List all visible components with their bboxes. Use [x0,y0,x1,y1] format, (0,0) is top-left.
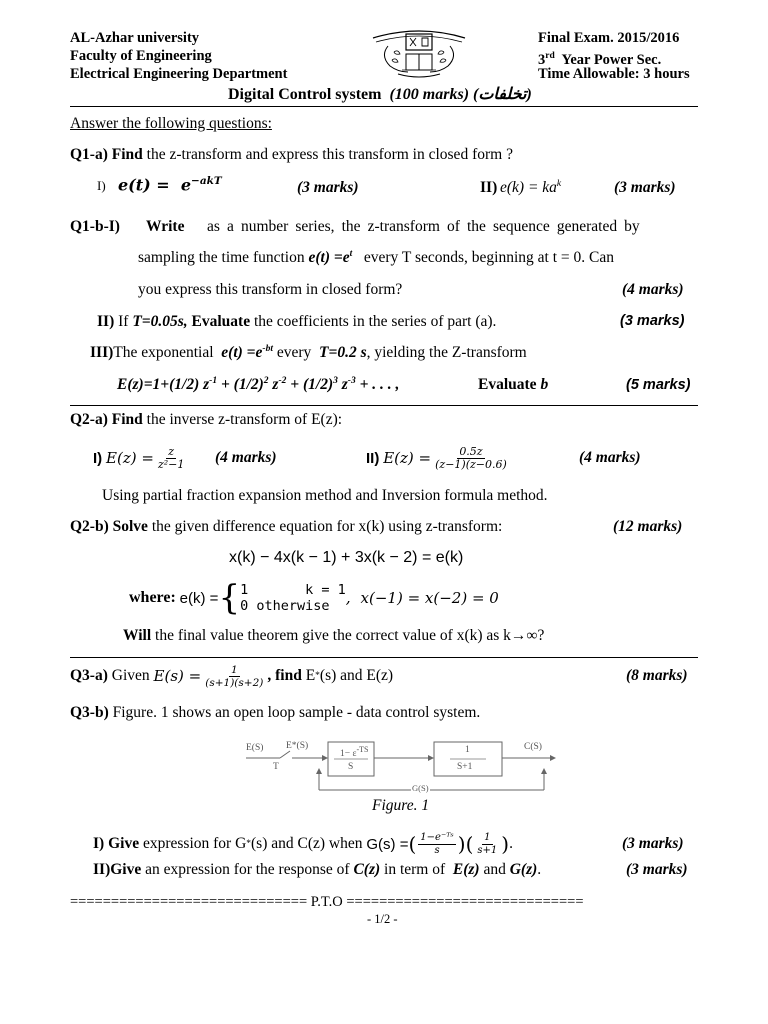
header-divider [70,106,698,107]
q3b-question: Q3-b) Figure. 1 shows an open loop sample - data control system. [70,704,481,721]
university-logo [368,20,470,82]
q2b-difference-equation: x(k) − 4x(k − 1) + 3x(k − 2) = e(k) [229,549,464,566]
q3b-i-marks: (3 marks) [622,835,684,852]
exam-title: Final Exam. 2015/2016 [538,30,680,46]
q1b-ii: II) If T=0.05s, Evaluate the coefficients in the series of part (a). [97,313,497,330]
q1a-ii-expression: $e(k) = ka^k$ [500,179,562,197]
q1b-label: Q1-b-I) [70,218,120,235]
q1a-i-label: I) [97,178,106,193]
instructions: Answer the following questions: [70,115,272,132]
q3b-ii-marks: (3 marks) [626,861,688,878]
q1b-line2: sampling the time function $e(t) =e^t$ every T seconds, beginning at t = 0. Can [138,249,614,267]
diagram-label-estar: E*(S) [286,741,309,751]
q2a-ii-expression: II) E(z) = $\frac{0.5z}{(z-1)(z-0.6)}$ [366,444,507,471]
q1a-i-marks: (3 marks) [297,179,359,196]
diagram-label-sampling-period: T [273,762,279,772]
q2b-marks: (12 marks) [613,518,683,535]
q1b-line1: as a number series, the z-transform of the sequence generated by [207,218,640,235]
q1b-marks: (4 marks) [622,281,684,298]
q2b-final-value: Will the final value theorem give the correct value of x(k) as k→∞? [123,627,545,644]
q2b-input-definition: where: e(k) = { 1 k = 1 0 otherwise , x(−1) = x(−2) = 0 [129,578,499,618]
q3a-marks: (8 marks) [626,667,688,684]
q2a-method: Using partial fraction expansion method and Inversion formula method. [102,487,548,504]
diagram-label-cs: C(S) [524,742,542,752]
page-number: - 1/2 - [367,912,398,926]
q2a-ii-marks: (4 marks) [579,449,641,466]
diagram-label-es: E(S) [246,743,264,753]
q1a-question: Q1-a) Find the z-transform and express this transform in closed form ? [70,146,513,163]
faculty-name: Faculty of Engineering [70,48,212,64]
q1a-ii-marks: (3 marks) [614,179,676,196]
q2a-i-marks: (4 marks) [215,449,277,466]
diagram-block1-denominator: S [348,762,354,772]
diagram-block2-denominator: S+1 [457,762,473,772]
year-section: 3rd Year Power Sec. [538,51,662,68]
block-diagram-figure [246,736,558,796]
pto-footer: ============================= P.T.O ============================= [70,894,584,910]
department-name: Electrical Engineering Department [70,66,288,82]
q1a-i-expression: $e(t) = e^{-akT}$ [118,175,222,195]
q2a-i-expression: I) E(z) = $\frac{z}{\text{z²−1}}$ [93,444,185,471]
divider-q2-q3 [70,657,698,658]
diagram-block1-numerator: $1- \varepsilon^{-TS}$ [340,745,369,760]
q3a-question: Q3-a) Given E(s) = $\frac{1}{(s+1)(s+2)}$ , find E * (s) and E(z) [70,663,394,689]
q2a-question: Q2-a) Find the inverse z-transform of E(z): [70,411,343,428]
q1a-ii-label: II) [480,179,498,196]
diagram-label-gs: G(S) [412,783,429,793]
time-allowable: Time Allowable: 3 hours [538,66,690,82]
figure-caption: Figure. 1 [372,797,430,814]
page-title: Digital Control system (100 marks) (تخلفات) [228,86,532,103]
q1b-line3: you express this transform in closed form? [138,281,403,298]
q3b-i-question: I) Give expression for G * (s) and C(z) when G(s) = ( $\frac{\text{1−e⁻ᵀˢ}}{s}$ ) ( $\frac{1}{s+1}$ ) . [93,831,513,856]
q2b-question: Q2-b) Solve the given difference equation for x(k) using z-transform: [70,518,503,535]
q1b-ii-marks: (3 marks) [620,313,685,329]
q1b-ez-marks: (5 marks) [626,377,691,393]
q1b-evaluate: Evaluate b [478,376,549,393]
q3b-ii-question: II)Give an expression for the response of C(z) in term of E(z) and G(z). [93,861,542,878]
q1b-iii: III)The exponential $e(t) =e^{-bt}$ every T=0.2 s, yielding the Z-transform [90,344,527,362]
q1b-verb: Write [146,218,185,235]
diagram-block2-numerator: 1 [465,745,470,755]
divider-q1-q2 [70,405,698,406]
q1b-ez-series: E(z)=1+(1/2) $z^{-1} + (1/2)^2$ $z^{-2} + (1/2)^3$ $z^{-3}$ + . . . , [117,376,400,394]
university-name: AL-Azhar university [70,30,200,46]
